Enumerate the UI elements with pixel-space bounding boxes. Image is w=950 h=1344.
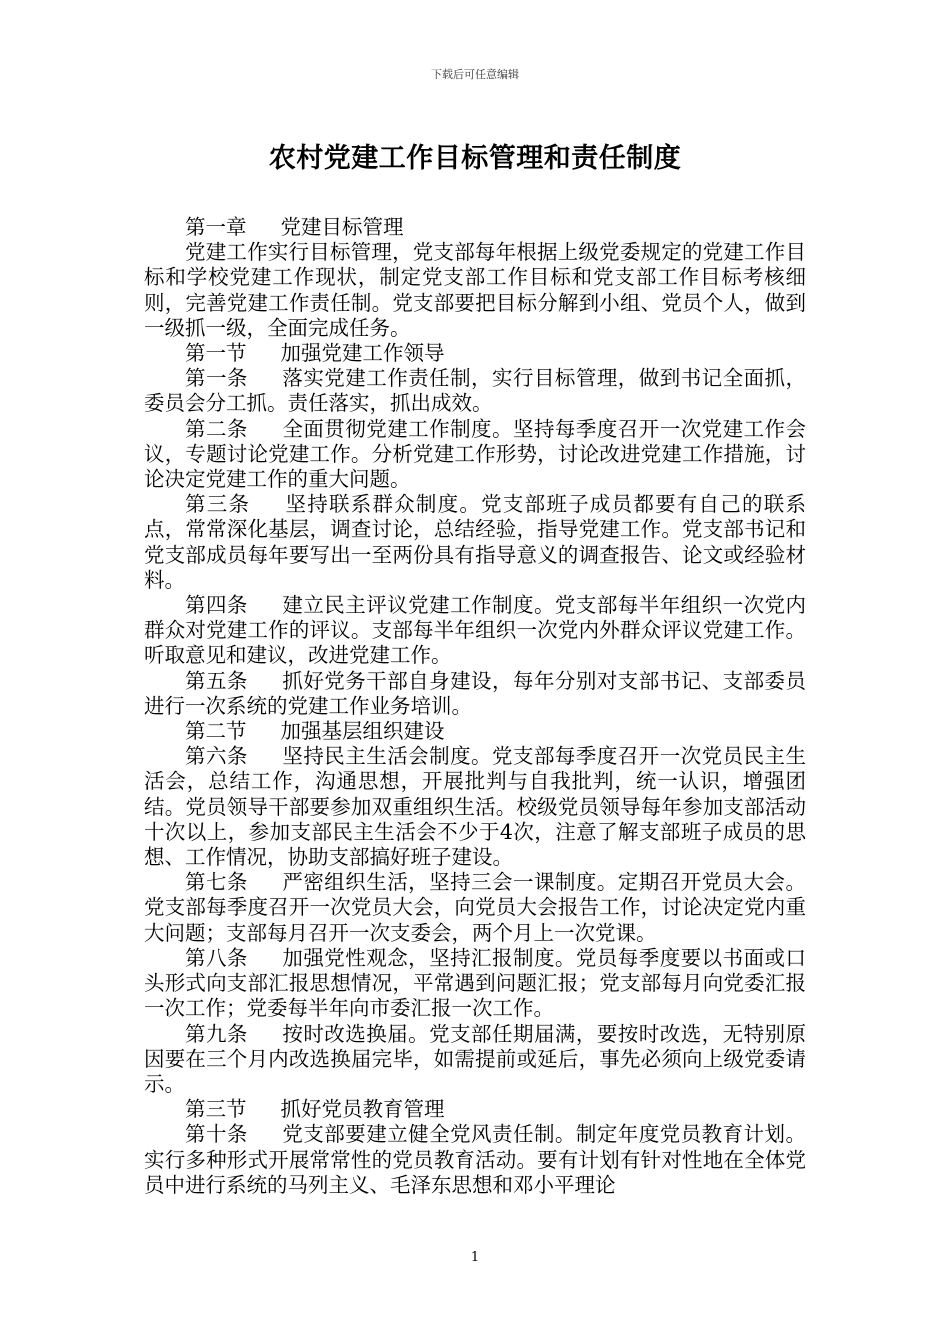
paragraph — [144, 719, 806, 744]
paragraph — [144, 215, 806, 240]
paragraph-lead: 第一章 — [185, 215, 247, 239]
paragraph-text: 加强党建工作领导 — [280, 341, 445, 366]
paragraph — [144, 1122, 806, 1198]
paragraph-text: 建立民主评议党建工作制度。党支部每半年组织一次党内群众对党建工作的评议。支部每半年组织一次党内外群众评议党建工作。听取意见和建议，改进党建工作。 — [144, 593, 807, 668]
paragraph-text: 加强基层组织建设 — [280, 719, 445, 744]
paragraph-lead: 第六条 — [185, 744, 248, 769]
paragraph-text: 党建目标管理 — [280, 215, 404, 239]
paragraph-text: 加强党性观念，坚持汇报制度。党员每季度要以书面或口头形式向支部汇报思想情况，平常遇到问题汇报；党支部每月向党委汇报一次工作；党委每半年向市委汇报一次工作。 — [144, 945, 807, 1021]
paragraph — [144, 417, 806, 493]
page-number: 1 — [470, 1250, 480, 1265]
paragraph-lead: 第九条 — [185, 1021, 248, 1046]
paragraph-text: 按时改选换届。党支部任期届满，要按时改选，无特别原因要在三个月内改选换届完毕，如需提前或延后，事先必须向上级党委请示。 — [144, 1021, 807, 1096]
paragraph — [144, 744, 806, 870]
paragraph — [144, 366, 806, 416]
paragraph — [144, 593, 806, 669]
paragraph-lead: 第八条 — [185, 945, 248, 970]
paragraph — [144, 492, 806, 593]
paragraph-text: 全面贯彻党建工作制度。坚持每季度召开一次党建工作会议，专题讨论党建工作。分析党建工作形势，讨论改进党建工作措施，讨论决定党建工作的重大问题。 — [144, 416, 807, 492]
paragraph-lead: 第三节 — [185, 1097, 247, 1122]
paragraph-text: 坚持联系群众制度。党支部班子成员都要有自己的联系点，常常深化基层，调查讨论，总结经验，指导党建工作。党支部书记和党支部成员每年要写出一至两份具有指导意义的调查报告、论文或经验材料。 — [144, 492, 807, 592]
paragraph — [144, 240, 806, 341]
paragraph-lead: 第七条 — [185, 870, 248, 895]
paragraph — [144, 1022, 806, 1098]
paragraph — [144, 341, 806, 366]
document-title: 农村党建工作目标管理和责任制度 — [268, 143, 682, 174]
paragraph-lead: 第一节 — [185, 341, 247, 366]
paragraph — [144, 669, 806, 719]
paragraph-text: 坚持民主生活会制度。党支部每季度召开一次党员民主生活会，总结工作，沟通思想，开展批判与自我批判，统一认识，增强团结。党员领导干部要参加双重组织生活。校级党员领导每年参加支部活动十次以上，参加支部民主生活会不少于4次，注意了解支部班子成员的思想、工作情况，协助支部搞好班子建设。 — [144, 744, 807, 870]
paragraph-lead: 第十条 — [185, 1122, 248, 1147]
paragraph-lead: 第五条 — [185, 668, 248, 693]
paragraph-text: 严密组织生活，坚持三会一课制度。定期召开党员大会。党支部每季度召开一次党员大会，向党员大会报告工作，讨论决定党内重大问题；支部每月召开一次支委会，两个月上一次党课。 — [144, 870, 807, 945]
paragraph-text: 抓好党务干部自身建设，每年分别对支部书记、支部委员进行一次系统的党建工作业务培训。 — [144, 668, 807, 718]
paragraph-lead: 第一条 — [185, 366, 248, 391]
paragraph-text: 抓好党员教育管理 — [280, 1097, 445, 1122]
header-note: 下载后可任意编辑 — [431, 68, 519, 81]
paragraph-text: 落实党建工作责任制，实行目标管理，做到书记全面抓，委员会分工抓。责任落实，抓出成效。 — [144, 366, 807, 416]
paragraph-lead: 第二节 — [185, 719, 247, 744]
document-body — [144, 215, 806, 1198]
paragraph-text: 党建工作实行目标管理，党支部每年根据上级党委规定的党建工作目标和学校党建工作现状，制定党支部工作目标和党支部工作目标考核细则，完善党建工作责任制。党支部要把目标分解到小组、党员个人，做到一级抓一级，全面完成任务。 — [144, 240, 806, 340]
paragraph-lead: 第四条 — [185, 593, 248, 618]
paragraph — [144, 870, 806, 946]
paragraph-text: 党支部要建立健全党风责任制。制定年度党员教育计划。实行多种形式开展常常性的党员教育活动。要有计划有针对性地在全体党员中进行系统的马列主义、毛泽东思想和邓小平理论 — [144, 1122, 807, 1197]
paragraph-lead: 第二条 — [185, 416, 248, 441]
paragraph-lead: 第三条 — [185, 492, 251, 517]
paragraph — [144, 946, 806, 1022]
paragraph — [144, 1097, 806, 1122]
